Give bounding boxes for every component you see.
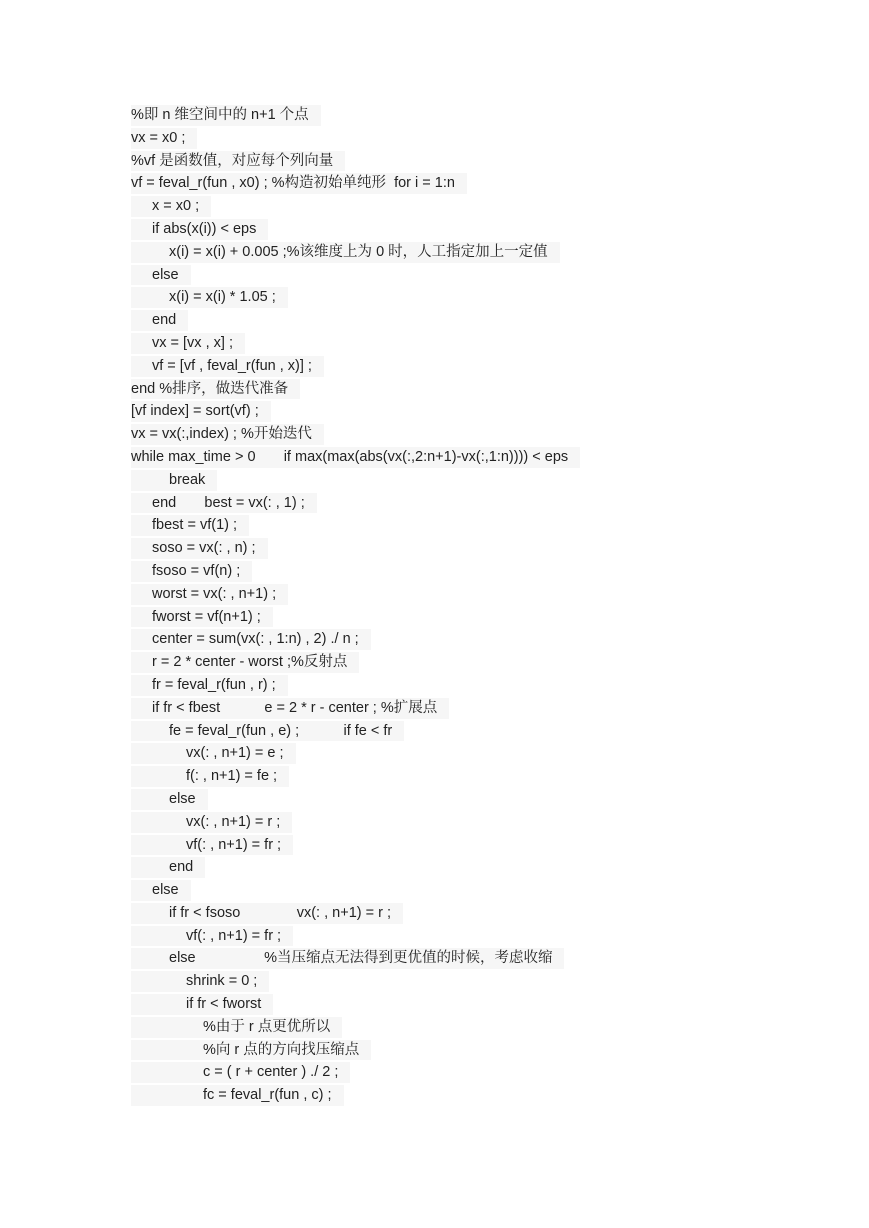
code-line [131, 537, 831, 560]
code-line [131, 993, 831, 1016]
code-line [131, 788, 831, 811]
code-line [131, 514, 831, 537]
code-line-text: center = sum(vx(: , 1:n) , 2) ./ n ; [152, 631, 359, 648]
code-line-text: vf(: , n+1) = fr ; [186, 836, 282, 853]
code-line [131, 378, 831, 401]
code-line [131, 583, 831, 606]
code-line [131, 947, 831, 970]
code-line-text: %vf 是函数值，对应每个列向量 [131, 152, 334, 169]
code-line [131, 241, 831, 264]
code-line-text: if fr < fworst [186, 996, 262, 1013]
code-line-text: end [169, 859, 194, 876]
line-highlight [131, 857, 205, 878]
code-line [131, 1016, 831, 1039]
code-line [131, 1039, 831, 1062]
code-line [131, 172, 831, 195]
code-line-text: if fr < fbest e = 2 * r - center ; %扩展点 [152, 699, 438, 716]
code-line [131, 742, 831, 765]
code-line-text: x(i) = x(i) + 0.005 ;%该维度上为 0 时，人工指定加上一定值 [169, 243, 548, 260]
code-line-text: fworst = vf(n+1) ; [152, 608, 261, 625]
code-line [131, 150, 831, 173]
code-line-text: %即 n 维空间中的 n+1 个点 [131, 107, 309, 123]
code-line-text: x(i) = x(i) * 1.05 ; [169, 289, 276, 306]
code-line-text: vf = [vf , feval_r(fun , x)] ; [152, 357, 312, 374]
code-line [131, 195, 831, 218]
code-line [131, 309, 831, 332]
code-line [131, 765, 831, 788]
code-line [131, 469, 831, 492]
code-line [131, 446, 831, 469]
code-line-text: shrink = 0 ; [186, 973, 258, 990]
code-line-text: else %当压缩点无法得到更优值的时候，考虑收缩 [169, 950, 553, 967]
code-line-text: fc = feval_r(fun , c) ; [203, 1087, 332, 1104]
code-line-text: while max_time > 0 if max(max(abs(vx(:,2:n+1)-vx(:,1:n)))) < eps [131, 448, 569, 465]
code-line [131, 856, 831, 879]
code-line [131, 697, 831, 720]
code-line [131, 1061, 831, 1084]
code-line-text: soso = vx(: , n) ; [152, 540, 256, 557]
code-line-text: break [169, 471, 206, 488]
code-line [131, 332, 831, 355]
code-line-text: if abs(x(i)) < eps [152, 220, 257, 237]
code-line-text: worst = vx(: , n+1) ; [152, 585, 277, 602]
code-line-text: vx(: , n+1) = e ; [186, 745, 284, 762]
code-line [131, 674, 831, 697]
code-line-text: end %排序，做迭代准备 [131, 380, 289, 397]
code-line-text: fsoso = vf(n) ; [152, 562, 241, 579]
code-line-text: end [152, 312, 177, 329]
code-line-text: r = 2 * center - worst ;%反射点 [152, 654, 348, 671]
code-line-text: if fr < fsoso vx(: , n+1) = r ; [169, 904, 391, 921]
code-line-text: else [169, 790, 196, 807]
code-line [131, 970, 831, 993]
code-line-text: fbest = vf(1) ; [152, 517, 238, 534]
code-line-text: vx = [vx , x] ; [152, 334, 233, 351]
code-line-text: x = x0 ; [152, 198, 200, 215]
code-line [131, 925, 831, 948]
code-line-text: vx(: , n+1) = r ; [186, 813, 281, 830]
code-line-text: c = ( r + center ) ./ 2 ; [203, 1064, 339, 1081]
code-line [131, 104, 831, 127]
code-line-text: else [152, 882, 179, 899]
code-line-text: end best = vx(: , 1) ; [152, 494, 305, 511]
code-line-text: vx = x0 ; [131, 129, 186, 146]
code-line [131, 651, 831, 674]
code-line [131, 127, 831, 150]
code-line [131, 1084, 831, 1107]
code-line [131, 355, 831, 378]
code-line [131, 720, 831, 743]
code-line-text: %向 r 点的方向找压缩点 [203, 1041, 360, 1058]
code-line-text: vf = feval_r(fun , x0) ; %构造初始单纯形 for i = 1:n [131, 175, 455, 192]
code-line [131, 902, 831, 925]
code-line [131, 492, 831, 515]
code-line-text: vx = vx(:,index) ; %开始迭代 [131, 426, 312, 443]
code-line-text: f(: , n+1) = fe ; [186, 768, 278, 785]
code-line-text: fr = feval_r(fun , r) ; [152, 676, 276, 693]
code-line [131, 218, 831, 241]
code-line [131, 834, 831, 857]
code-line [131, 423, 831, 446]
code-line-text: %由于 r 点更优所以 [203, 1018, 331, 1035]
code-line [131, 400, 831, 423]
code-line [131, 811, 831, 834]
code-line-text: fe = feval_r(fun , e) ; if fe < fr [169, 722, 393, 739]
code-line [131, 264, 831, 287]
code-line [131, 560, 831, 583]
code-line [131, 628, 831, 651]
code-line-text: vf(: , n+1) = fr ; [186, 927, 282, 944]
code-listing [131, 104, 831, 1107]
code-line [131, 879, 831, 902]
code-line-text: [vf index] = sort(vf) ; [131, 403, 259, 420]
code-line [131, 286, 831, 309]
code-line-text: else [152, 266, 179, 283]
code-line [131, 606, 831, 629]
